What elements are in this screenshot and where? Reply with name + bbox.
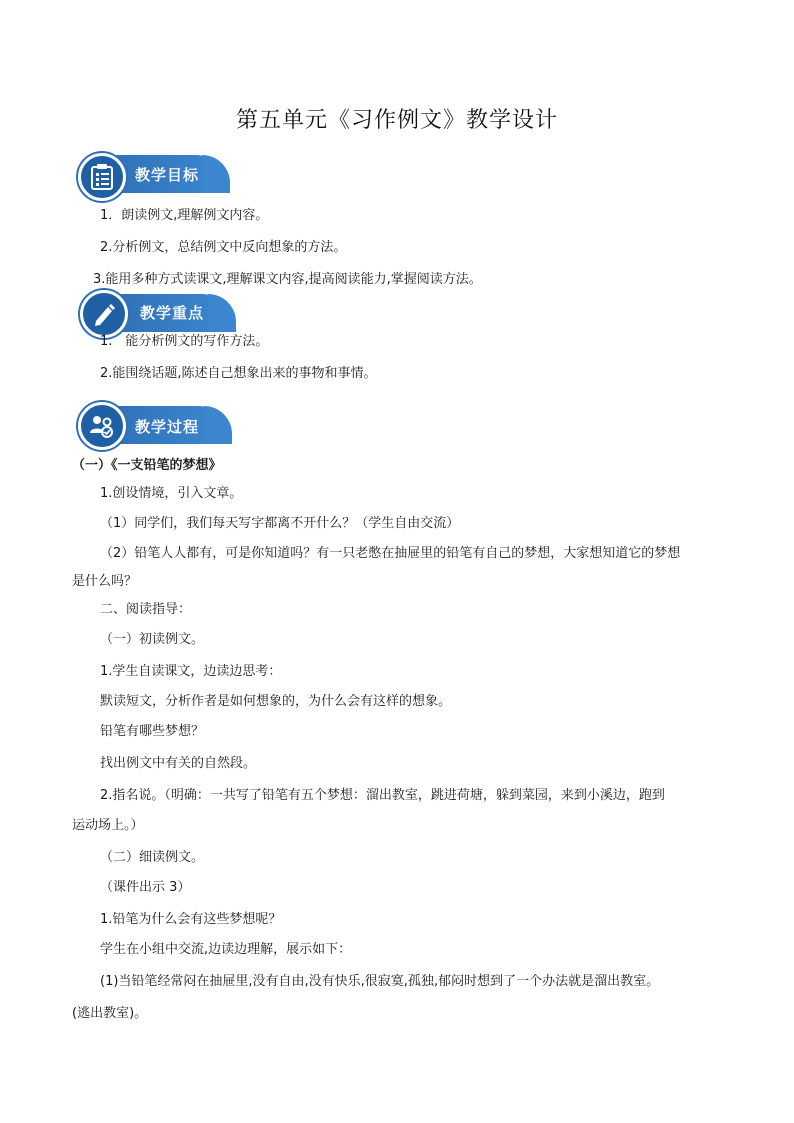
section-label-process: 教学过程: [135, 418, 200, 436]
process-line: （二）细读例文。: [100, 850, 205, 865]
goal-item: 3.能用多种方式读课文,理解课文内容,提高阅读能力,掌握阅读方法。: [93, 272, 482, 287]
pencil-icon: [91, 301, 117, 327]
process-line: 二、阅读指导：: [100, 602, 192, 617]
goal-item: 2.分析例文，总结例文中反向想象的方法。: [100, 240, 347, 255]
process-line: 铅笔有哪些梦想？: [100, 724, 205, 739]
process-line: 默读短文，分析作者是如何想象的，为什么会有这样的想象。: [100, 694, 452, 709]
process-line: 2.指名说。（明确：一共写了铅笔有五个梦想：溜出教室，跳进荷塘，躲到菜园，来到小溪边，跑到: [100, 788, 665, 803]
keypoint-item: 1. 能分析例文的写作方法。: [100, 334, 269, 349]
process-line: (逃出教室)。: [72, 1006, 148, 1021]
process-line: （1）同学们，我们每天写字都离不开什么？（学生自由交流）: [100, 516, 460, 531]
process-line: （课件出示 3）: [100, 880, 191, 895]
process-line: 学生在小组中交流,边读边理解，展示如下：: [100, 942, 352, 957]
process-line: (1)当铅笔经常闷在抽屉里,没有自由,没有快乐,很寂寞,孤独,郁闷时想到了一个办法就是溜出教室。: [100, 974, 660, 989]
goal-item: 1．朗读例文,理解例文内容。: [100, 208, 269, 223]
process-line: 1.铅笔为什么会有这些梦想呢？: [100, 912, 282, 927]
section-label-keypoints: 教学重点: [140, 304, 205, 322]
process-line: 找出例文中有关的自然段。: [100, 756, 257, 771]
section-badge-keypoints: [80, 290, 128, 338]
keypoint-item: 2.能围绕话题,陈述自己想象出来的事物和事情。: [100, 366, 377, 381]
section-label-goals: 教学目标: [135, 166, 200, 184]
page-title: 第五单元《习作例文》教学设计: [235, 108, 558, 133]
people-icon: [88, 413, 116, 439]
section-badge-goals: [78, 153, 126, 201]
clipboard-icon: [89, 163, 115, 191]
process-line: （2）铅笔人人都有，可是你知道吗？有一只老憋在抽屉里的铅笔有自己的梦想，大家想知道它的梦想: [100, 546, 681, 561]
process-line: 是什么吗？: [72, 574, 138, 589]
process-line: 运动场上。）: [72, 818, 144, 833]
process-heading: （一）《一支铅笔的梦想》: [72, 458, 222, 473]
process-line: 1.学生自读课文，边读边思考：: [100, 664, 282, 679]
process-line: 1.创设情境，引入文章。: [100, 486, 243, 501]
section-badge-process: [78, 402, 126, 450]
process-line: （一）初读例文。: [100, 632, 205, 647]
